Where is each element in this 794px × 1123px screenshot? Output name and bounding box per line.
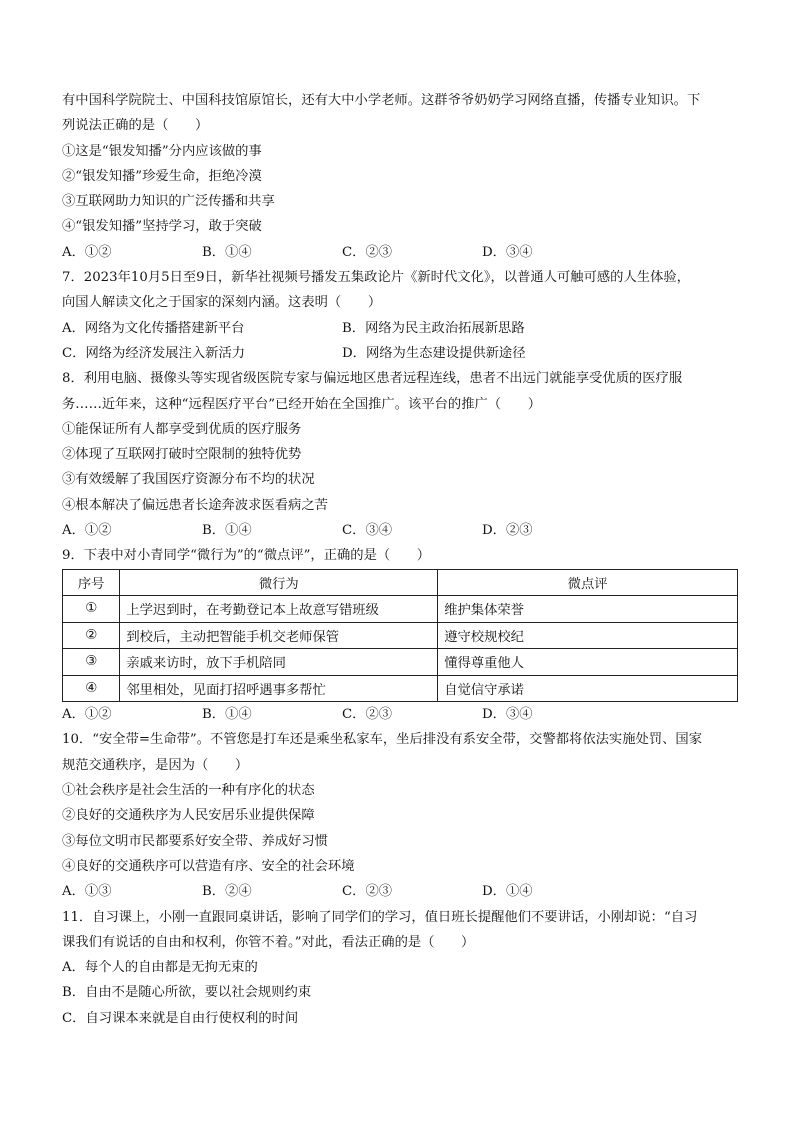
option-b: B．网络为民主政治拓展新思路 bbox=[342, 320, 525, 336]
question-stem-line: 向国人解读文化之于国家的深刻内涵。这表明（ ） bbox=[62, 295, 382, 311]
question-8 bbox=[62, 366, 742, 543]
question-9 bbox=[62, 543, 742, 727]
answer-options bbox=[62, 341, 742, 366]
option-c: C．②③ bbox=[342, 707, 393, 723]
option-a: A．①② bbox=[62, 523, 112, 539]
statement-item: ③互联网助力知识的广泛传播和共享 bbox=[62, 194, 275, 210]
question-6 bbox=[62, 88, 742, 265]
option-a: A．每个人的自由都是无拘无束的 bbox=[62, 960, 258, 976]
table-cell: 自觉信守承诺 bbox=[438, 675, 738, 702]
answer-options bbox=[62, 316, 742, 341]
statement-item: ③有效缓解了我国医疗资源分布不均的状况 bbox=[62, 472, 315, 488]
option-a: A．①② bbox=[62, 244, 112, 260]
question-7 bbox=[62, 265, 742, 366]
option-c: C．②③ bbox=[342, 244, 393, 260]
option-b: B．②④ bbox=[202, 884, 252, 900]
question-stem-line: 规范交通秩序，是因为（ ） bbox=[62, 757, 249, 773]
statement-item: ①社会秩序是社会生活的一种有序化的状态 bbox=[62, 783, 315, 799]
question-stem-line: 课我们有说话的自由和权利，你管不着。”对此，看法正确的是（ ） bbox=[62, 934, 475, 950]
table-header-row bbox=[63, 569, 738, 596]
question-stem-line: 8．利用电脑、摄像头等实现省级医院专家与偏远地区患者远程连线，患者不出远门就能享受优质的医疗服 bbox=[62, 371, 683, 387]
option-d: D．网络为生态建设提供新途径 bbox=[342, 345, 526, 361]
statement-item: ④良好的交通秩序可以营造有序、安全的社会环境 bbox=[62, 858, 355, 874]
option-d: D．①④ bbox=[482, 884, 533, 900]
option-b: B．①④ bbox=[202, 707, 252, 723]
answer-options bbox=[62, 518, 742, 543]
behavior-table bbox=[62, 569, 738, 703]
option-c: C．自习课本来就是自由行使权利的时间 bbox=[62, 1010, 299, 1026]
question-stem-line: 10．“安全带=生命带”。不管您是打车还是乘坐私家车，坐后排没有系安全带，交警都将依法实施处罚、国家 bbox=[62, 732, 703, 748]
option-a: A．①② bbox=[62, 707, 112, 723]
table-header-cell: 微点评 bbox=[438, 569, 738, 596]
question-stem-line: 务……近年来，这种“远程医疗平台”已经开始在全国推广。该平台的推广（ ） bbox=[62, 396, 541, 412]
answer-options bbox=[62, 702, 742, 727]
statement-item: ②体现了互联网打破时空限制的独特优势 bbox=[62, 447, 302, 463]
answer-options bbox=[62, 240, 742, 265]
option-b: B．①④ bbox=[202, 523, 252, 539]
statement-item: ④根本解决了偏远患者长途奔波求医看病之苦 bbox=[62, 497, 328, 513]
question-11 bbox=[62, 905, 742, 1031]
question-stem-line: 9．下表中对小青同学“微行为”的“微点评”，正确的是（ ） bbox=[62, 548, 431, 564]
statement-item: ①这是“银发知播”分内应该做的事 bbox=[62, 143, 262, 159]
answer-options bbox=[62, 879, 742, 904]
table-cell: 上学迟到时，在考勤登记本上故意写错班级 bbox=[120, 596, 438, 623]
table-cell: 懂得尊重他人 bbox=[438, 649, 738, 676]
table-cell: 到校后，主动把智能手机交老师保管 bbox=[120, 622, 438, 649]
table-row bbox=[63, 649, 738, 676]
table-cell: 亲戚来访时，放下手机陪同 bbox=[120, 649, 438, 676]
table-cell: ④ bbox=[63, 675, 120, 702]
statement-item: ③每位文明市民都要系好安全带、养成好习惯 bbox=[62, 833, 328, 849]
table-cell: 遵守校规校纪 bbox=[438, 622, 738, 649]
table-cell: ② bbox=[63, 622, 120, 649]
option-b: B．①④ bbox=[202, 244, 252, 260]
table-header-cell: 微行为 bbox=[120, 569, 438, 596]
statement-item: ④“银发知播”坚持学习，敢于突破 bbox=[62, 219, 262, 235]
statement-item: ②“银发知播”珍爱生命，拒绝冷漠 bbox=[62, 168, 262, 184]
option-d: D．③④ bbox=[482, 707, 533, 723]
option-a: A．网络为文化传播搭建新平台 bbox=[62, 320, 245, 336]
option-c: C．网络为经济发展注入新活力 bbox=[62, 345, 246, 361]
question-stem-line: 11．自习课上，小刚一直跟同桌讲话，影响了同学们的学习，值日班长提醒他们不要讲话，小刚却说：“自习 bbox=[62, 909, 698, 925]
table-cell: 维护集体荣誉 bbox=[438, 596, 738, 623]
table-cell: 邻里相处，见面打招呼遇事多帮忙 bbox=[120, 675, 438, 702]
option-a: A．①③ bbox=[62, 884, 112, 900]
option-b: B．自由不是随心所欲，要以社会规则约束 bbox=[62, 985, 312, 1001]
table-row bbox=[63, 675, 738, 702]
option-c: C．②③ bbox=[342, 884, 393, 900]
question-stem-line: 列说法正确的是（ ） bbox=[62, 118, 209, 134]
table-row bbox=[63, 596, 738, 623]
statement-item: ②良好的交通秩序为人民安居乐业提供保障 bbox=[62, 808, 315, 824]
option-d: D．②③ bbox=[482, 523, 533, 539]
table-cell: ③ bbox=[63, 649, 120, 676]
option-d: D．③④ bbox=[482, 244, 533, 260]
question-stem-line: 7．2023年10月5日至9日，新华社视频号播发五集政论片《新时代文化》，以普通人可触可感的人生体验， bbox=[62, 270, 690, 286]
option-c: C．③④ bbox=[342, 523, 393, 539]
table-header-cell: 序号 bbox=[63, 569, 120, 596]
table-row bbox=[63, 622, 738, 649]
question-10 bbox=[62, 727, 742, 904]
question-stem-line: 有中国科学院院士、中国科技馆原馆长，还有大中小学老师。这群爷爷奶奶学习网络直播，传播专业知识。下 bbox=[62, 93, 701, 108]
exam-page bbox=[62, 88, 742, 1031]
table-cell: ① bbox=[63, 596, 120, 623]
statement-item: ①能保证所有人都享受到优质的医疗服务 bbox=[62, 421, 302, 437]
